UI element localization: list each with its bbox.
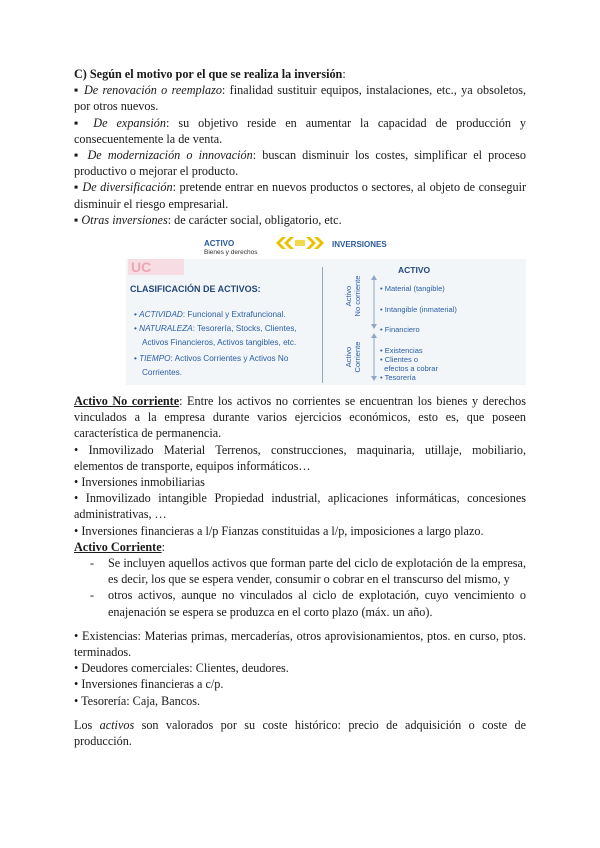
activo-item: • Clientes o xyxy=(380,355,419,365)
closing-post: son valorados por su coste histórico: precio de adquisición o coste de producción. xyxy=(74,717,526,749)
activo-item: • Material (tangible) xyxy=(380,284,445,294)
document-page xyxy=(74,66,526,749)
corriente-item: • Inversiones financieras a c/p. xyxy=(74,677,224,692)
logo-text: UC xyxy=(131,259,152,276)
section-c-item xyxy=(74,179,526,211)
activo-item: • Tesorería xyxy=(380,373,416,383)
activo-item: • Existencias xyxy=(380,346,423,356)
corriente-item: • Tesorería: Caja, Bancos. xyxy=(74,693,201,708)
bullet-icon: • xyxy=(134,324,137,334)
clasificacion-rest: : Funcional y Extrafuncional. xyxy=(182,310,286,320)
corriente-title: Activo Corriente xyxy=(74,539,162,554)
vertical-label-corriente xyxy=(344,335,362,379)
vert-nc-line2: No corriente xyxy=(353,275,362,317)
bullet-icon: • xyxy=(134,310,137,320)
figure-activo-title: ACTIVO xyxy=(204,239,235,249)
bullet-icon: ▪ xyxy=(74,148,82,163)
clasificacion-rest: : Activos Corrientes y Activos No xyxy=(170,354,289,364)
no-corriente-title: Activo No corriente xyxy=(74,394,180,409)
section-c-item-term: De expansión xyxy=(93,115,166,130)
clasificacion-line xyxy=(142,335,296,351)
clasificacion-line xyxy=(142,365,182,381)
dash-marker: - xyxy=(90,556,95,571)
vert-nc-line1: Activo xyxy=(344,285,353,307)
section-c-item-text: : su objetivo reside en aumentar la capacidad de producción y consecuentemente la de venta. xyxy=(74,115,527,146)
vertical-divider xyxy=(322,267,323,383)
corriente-list xyxy=(74,628,526,709)
activo-column-title: ACTIVO xyxy=(398,265,431,276)
section-c-heading xyxy=(74,66,526,82)
clasificacion-rest: : Tesorería, Stocks, Clientes, xyxy=(192,324,297,334)
corriente-dash-text: otros activos, aunque no vinculados al ciclo de explotación, cuyo vencimiento o enajenación se espera se produzca en el corto plazo (máx. un año). xyxy=(108,588,526,619)
section-c-item-term: De renovación o reemplazo xyxy=(83,83,222,98)
no-corriente-item: • Inversiones financieras a l/p Fianzas constituidas a l/p, imposiciones a largo plazo. xyxy=(74,523,484,538)
corriente-dash-text: Se incluyen aquellos activos que forman parte del ciclo de explotación de la empresa, es decir, los que se espera vender, consumir o cobrar en el transcurso del mismo, y xyxy=(108,556,526,587)
clasificacion-key: NATURALEZA xyxy=(139,324,193,334)
dash-marker: - xyxy=(90,588,95,603)
no-corriente-intro-text: : Entre los activos no corrientes se encuentran los bienes y derechos vinculados a la empresa durante varios ejercicios económicos, esto es, que poseen característica de permanencia. xyxy=(74,394,526,441)
corriente-item: • Deudores comerciales: Clientes, deudores. xyxy=(74,661,289,676)
vert-c-line1: Activo xyxy=(344,346,353,368)
closing-paragraph xyxy=(74,717,526,749)
university-logo-icon xyxy=(128,259,184,275)
double-arrow-icon xyxy=(276,237,324,249)
bullet-icon: ▪ xyxy=(74,83,80,98)
bullet-space xyxy=(84,116,93,130)
section-c-item-text: : de carácter social, obligatorio, etc. xyxy=(167,212,342,227)
activo-item: • Financiero xyxy=(380,325,420,335)
section-c-item xyxy=(74,82,526,114)
section-c-item-term: De diversificación xyxy=(82,180,173,195)
activo-item: efectos a cobrar xyxy=(380,364,438,374)
corriente-heading xyxy=(74,539,526,555)
activos-figure xyxy=(74,235,526,385)
corriente-item: • Existencias: Materias primas, mercaderías, otros aprovisionamientos, ptos. en curso, ptos. terminados. xyxy=(74,628,526,660)
corriente-dash-item xyxy=(74,587,526,619)
section-c-list xyxy=(74,82,526,228)
no-corriente-item: • Inmovilizado Material Terrenos, construcciones, maquinaria, utillaje, mobiliario, elementos de transporte, equipos informáticos… xyxy=(74,442,526,473)
corriente-dash-list xyxy=(74,555,526,620)
no-corriente-list xyxy=(74,442,526,539)
section-c-item xyxy=(74,115,526,147)
bullet-icon: ▪ xyxy=(74,180,79,195)
bullet-icon: ▪ xyxy=(74,115,85,130)
section-c-item-text: : buscan disminuir los costes, simplificar el proceso productivo o mejorar el producto. xyxy=(74,148,526,179)
bullet-icon: • xyxy=(134,354,137,364)
bullet-icon: ▪ xyxy=(74,212,79,227)
figure-inversiones-title: INVERSIONES xyxy=(332,240,387,250)
clasificacion-title: CLASIFICACIÓN DE ACTIVOS: xyxy=(130,284,261,295)
closing-term: activos xyxy=(99,717,135,732)
corriente-dash-item xyxy=(74,555,526,587)
activo-item: • Intangible (inmaterial) xyxy=(380,305,457,315)
section-c-heading-colon: : xyxy=(342,67,346,81)
section-c-item-text: : finalidad sustituir equipos, instalaciones, etc., ya obsoletos, por otros nuevos. xyxy=(74,83,527,114)
closing-pre: Los xyxy=(74,717,100,732)
corriente-title-colon: : xyxy=(161,539,166,554)
vertical-label-no-corriente xyxy=(344,271,362,321)
clasificacion-rest: Activos Financieros, Activos tangibles, etc. xyxy=(142,338,297,348)
clasificacion-key: TIEMPO xyxy=(139,354,171,364)
no-corriente-item: • Inmovilizado intangible Propiedad industrial, aplicaciones informáticas, concesiones administrativas, … xyxy=(74,491,526,522)
no-corriente-item: • Inversiones inmobiliarias xyxy=(74,475,205,490)
figure-activo-subtitle: Bienes y derechos xyxy=(204,249,258,257)
figure-panel xyxy=(126,259,526,385)
spacer xyxy=(74,620,526,628)
clasificacion-rest: Corrientes. xyxy=(142,368,183,378)
bracket-arrows-icon xyxy=(370,275,378,381)
section-c-item xyxy=(74,212,526,228)
section-c-item-term: De modernización o innovación xyxy=(87,148,253,163)
section-c-item-text: : pretende entrar en nuevos productos o sectores, al objeto de conseguir disminuir el riesgo empresarial. xyxy=(74,180,527,211)
vert-c-line2: Corriente xyxy=(353,341,362,373)
section-c-heading-text: C) Según el motivo por el que se realiza la inversión xyxy=(74,67,343,81)
section-c-item xyxy=(74,147,526,179)
section-c-item-term: Otras inversiones xyxy=(81,212,168,227)
no-corriente-intro xyxy=(74,393,526,442)
clasificacion-key: ACTIVIDAD xyxy=(139,310,183,320)
spacer xyxy=(74,709,526,717)
figure-top-banner xyxy=(204,235,404,257)
